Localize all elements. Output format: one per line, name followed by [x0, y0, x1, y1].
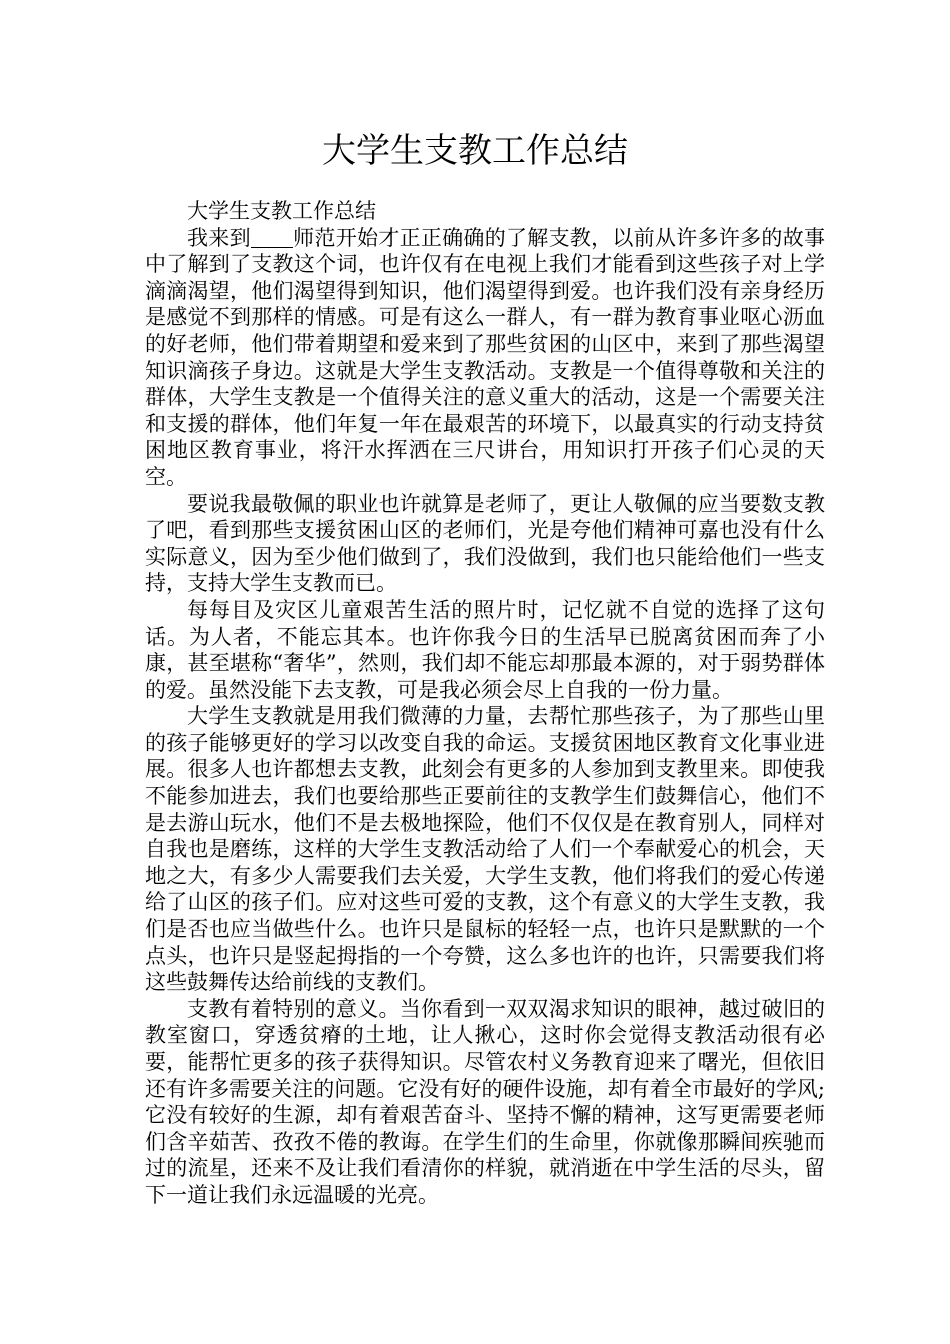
- document-body: [145, 198, 825, 1209]
- fill-in-blank: [251, 226, 293, 248]
- paragraph-2: 要说我最敬佩的职业也许就算是老师了，更让人敬佩的应当要数支教了吧，看到那些支援贫困山区的老师们，光是夸他们精神可嘉也没有什么实际意义，因为至少他们做到了，我们没做到，我们也只能给他们一些支持，支持大学生支教而已。: [145, 491, 825, 596]
- paragraph-1-start: 我来到: [187, 225, 251, 250]
- paragraph-1-rest: 师范开始才正正确确的了解支教，以前从许多许多的故事中了解到了支教这个词，也许仅有在电视上我们才能看到这些孩子对上学滴滴渴望，他们渴望得到知识，他们渴望得到爱。也许我们没有亲身经历是感觉不到那样的情感。可是有这么一群人，有一群为教育事业呕心沥血的好老师，他们带着期望和爱来到了那些贫困的山区中，来到了那些渴望知识滴孩子身边。这就是大学生支教活动。支教是一个值得尊敬和关注的群体，大学生支教是一个值得关注的意义重大的活动，这是一个需要关注和支援的群体，他们年复一年在最艰苦的环境下，以最真实的行动支持贫困地区教育事业，将汗水挥洒在三尺讲台，用知识打开孩子们心灵的天空。: [145, 225, 825, 489]
- paragraph-3: 每每目及灾区儿童艰苦生活的照片时，记忆就不自觉的选择了这句话。为人者，不能忘其本。也许你我今日的生活早已脱离贫困而奔了小康，甚至堪称“奢华”，然则，我们却不能忘却那最本源的，对于弱势群体的爱。虽然没能下去支教，可是我必须会尽上自我的一份力量。: [145, 597, 825, 702]
- document-subtitle: 大学生支教工作总结: [187, 199, 376, 223]
- paragraph-5: 支教有着特别的意义。当你看到一双双渴求知识的眼神，越过破旧的教室窗口，穿透贫瘠的土地，让人揪心，这时你会觉得支教活动很有必要，能帮忙更多的孩子获得知识。尽管农村义务教育迎来了曙光，但依旧还有许多需要关注的问题。它没有好的硬件设施，却有着全市最好的学风;它没有较好的生源，却有着艰苦奋斗、坚持不懈的精神，这写更需要老师们含辛茹苦、孜孜不倦的教诲。在学生们的生命里，你就像那瞬间疾驰而过的流星，还来不及让我们看清你的样貌，就消逝在中学生活的尽头，留下一道让我们永远温暖的光亮。: [145, 996, 825, 1207]
- paragraph-1: [145, 225, 825, 491]
- document-title: 大学生支教工作总结: [322, 131, 628, 171]
- paragraph-4: 大学生支教就是用我们微薄的力量，去帮忙那些孩子，为了那些山里的孩子能够更好的学习以改变自我的命运。支援贫困地区教育文化事业进展。很多人也许都想去支教，此刻会有更多的人参加到支教里来。即使我不能参加进去，我们也要给那些正要前往的支教学生们鼓舞信心，他们不是去游山玩水，他们不是去极地探险，他们不仅仅是在教育别人，同样对自我也是磨练，这样的大学生支教活动给了人们一个奉献爱心的机会，天地之大，有多少人需要我们去关爱，大学生支教，他们将我们的爱心传递给了山区的孩子们。应对这些可爱的支教，这个有意义的大学生支教，我们是否也应当做些什么。也许只是鼠标的轻轻一点，也许只是默默的一个点头，也许只是竖起拇指的一个夸赞，这么多也许的也许，只需要我们将这些鼓舞传达给前线的支教们。: [145, 704, 825, 995]
